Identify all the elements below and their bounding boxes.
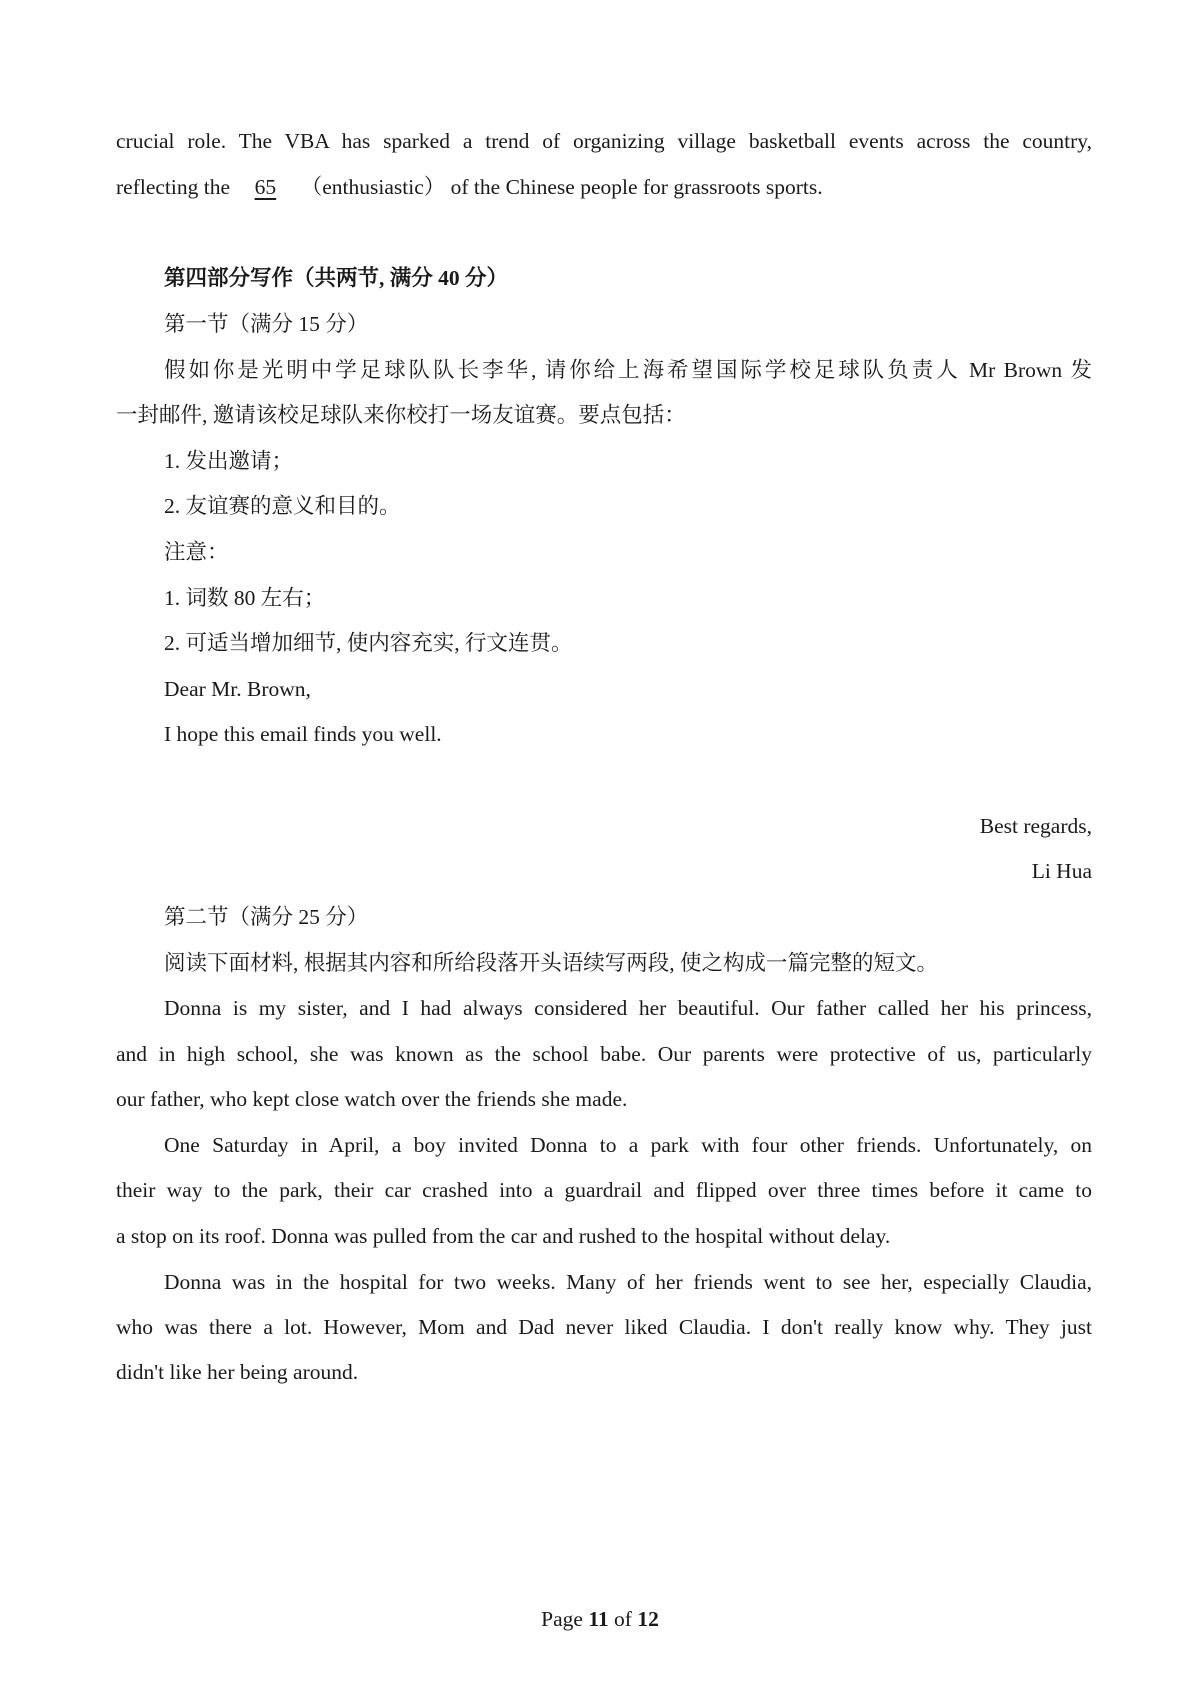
footer-page-word: Page <box>541 1607 583 1631</box>
passage-p1-line-3: our father, who kept close watch over the friends she made. <box>116 1087 628 1111</box>
footer-current-page: 11 <box>588 1607 609 1631</box>
section2-title: 第二节（满分 25 分） <box>164 905 369 929</box>
email-opening: I hope this email finds you well. <box>164 722 442 746</box>
passage-p2-line-3: a stop on its roof. Donna was pulled from the car and rushed to the hospital without delay. <box>116 1224 891 1248</box>
section2-instruction: 阅读下面材料, 根据其内容和所给段落开头语续写两段, 使之构成一篇完整的短文。 <box>164 951 939 975</box>
section1-point-2: 2. 友谊赛的意义和目的。 <box>164 494 401 518</box>
email-closing: Best regards, <box>979 814 1092 838</box>
line2-suffix: （enthusiastic） of the Chinese people for grassroots sports. <box>300 175 823 199</box>
section1-note-2: 2. 可适当增加细节, 使内容充实, 行文连贯。 <box>164 631 573 655</box>
email-signature: Li Hua <box>1031 859 1092 883</box>
page-footer <box>0 1604 1200 1634</box>
email-greeting: Dear Mr. Brown, <box>164 677 311 701</box>
section1-point-1: 1. 发出邀请； <box>164 449 294 473</box>
part4-heading: 第四部分写作（共两节, 满分 40 分） <box>164 266 509 290</box>
section1-note-label: 注意： <box>164 540 229 564</box>
passage-p3-line-1: Donna was in the hospital for two weeks. Many of her friends went to see her, especially Claudia, <box>164 1270 1092 1294</box>
passage-p1-line-2: and in high school, she was known as the school babe. Our parents were protective of us, particularly <box>116 1042 1092 1066</box>
passage-p2-line-1: One Saturday in April, a boy invited Donna to a park with four other friends. Unfortunately, on <box>164 1133 1092 1157</box>
blank-65[interactable]: 65 <box>254 175 277 199</box>
footer-of-word: of <box>614 1607 632 1631</box>
section1-prompt-line-2: 一封邮件, 邀请该校足球队来你校打一场友谊赛。要点包括： <box>116 403 686 427</box>
continued-text-line-2 <box>116 172 1092 202</box>
section1-note-1: 1. 词数 80 左右； <box>164 586 326 610</box>
section1-title: 第一节（满分 15 分） <box>164 312 369 336</box>
passage-p1-line-1: Donna is my sister, and I had always considered her beautiful. Our father called her his princess, <box>164 996 1092 1020</box>
line2-prefix: reflecting the <box>116 175 231 199</box>
passage-p2-line-2: their way to the park, their car crashed into a guardrail and flipped over three times before it came to <box>116 1178 1092 1202</box>
passage-p3-line-3: didn't like her being around. <box>116 1360 359 1384</box>
passage-p3-line-2: who was there a lot. However, Mom and Dad never liked Claudia. I don't really know why. They just <box>116 1315 1092 1339</box>
section1-prompt-line-1: 假如你是光明中学足球队队长李华, 请你给上海希望国际学校足球队负责人 Mr Brown 发 <box>164 358 1092 382</box>
continued-text-line-1: crucial role. The VBA has sparked a trend of organizing village basketball events across the country, <box>116 129 1092 153</box>
footer-total-pages: 12 <box>637 1607 659 1631</box>
